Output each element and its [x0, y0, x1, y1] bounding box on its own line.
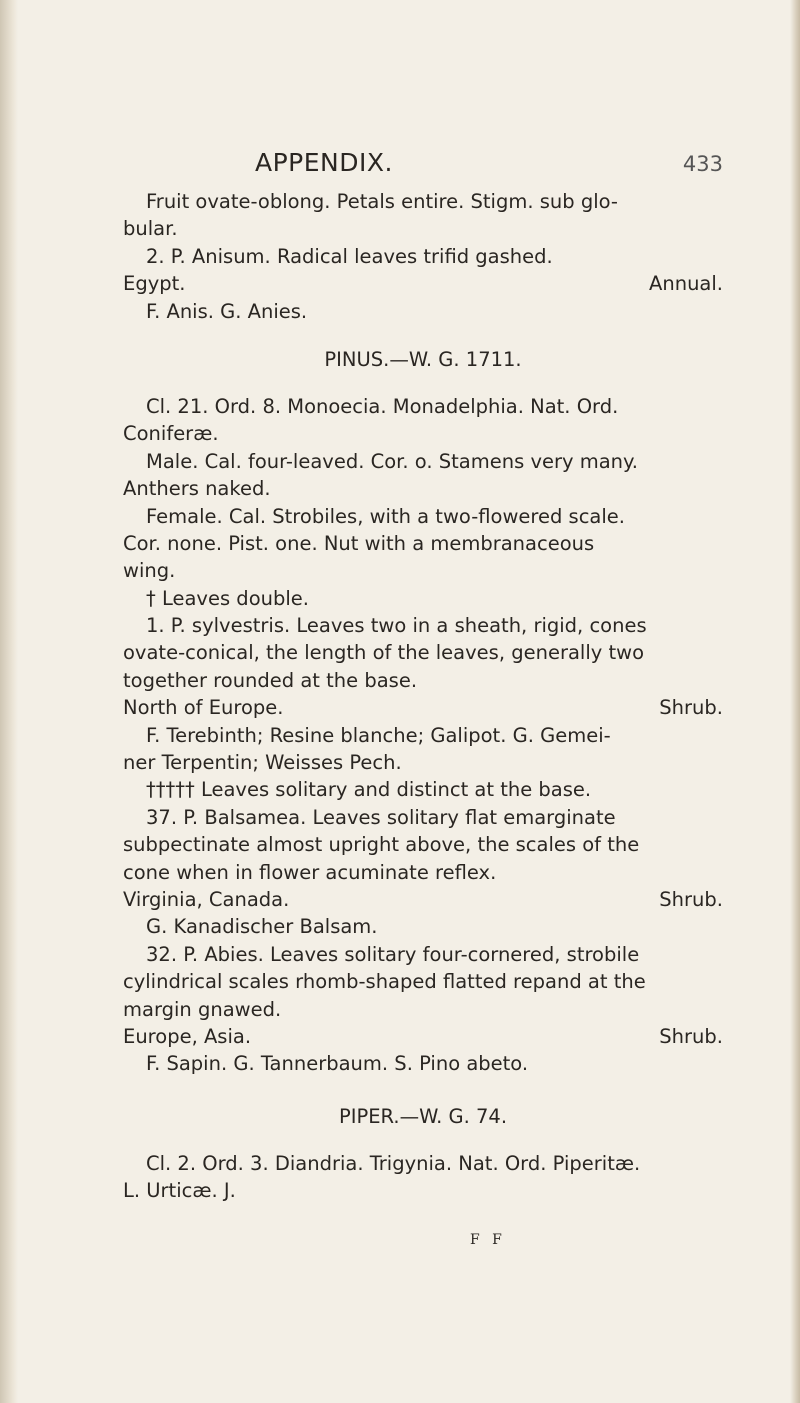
duration: Shrub. [659, 887, 723, 911]
text-line: Cl. 21. Ord. 8. Monoecia. Monadelphia. Nat. Ord. [146, 394, 619, 418]
text-line: ovate-conical, the length of the leaves, generally two [123, 641, 645, 665]
duration: Shrub. [659, 696, 723, 720]
text-line: 2. P. Anisum. Radical leaves trifid gashed. [146, 244, 553, 268]
text-line: Cor. none. Pist. one. Nut with a membranaceous [123, 531, 595, 555]
text-line: 37. P. Balsamea. Leaves solitary flat emarginate [146, 805, 616, 829]
running-title: APPENDIX. [255, 148, 393, 177]
habitat-line [123, 886, 723, 913]
text-line: subpectinate almost upright above, the scales of the [123, 833, 640, 857]
text-line: L. Urticæ. J. [123, 1179, 236, 1203]
section-heading: † Leaves double. [146, 586, 309, 610]
text-line: F. Anis. G. Anies. [146, 299, 308, 323]
habitat: North of Europe. [123, 696, 284, 720]
habitat: Europe, Asia. [123, 1024, 252, 1048]
habitat: Egypt. [123, 272, 186, 296]
running-head [123, 148, 723, 178]
duration: Annual. [649, 272, 723, 296]
text-line: Anthers naked. [123, 477, 271, 501]
habitat-line [123, 694, 723, 721]
text-line: Cl. 2. Ord. 3. Diandria. Trigynia. Nat. Ord. Piperitæ. [146, 1151, 641, 1175]
section-heading: ††††† Leaves solitary and distinct at the base. [146, 778, 592, 802]
text-line: Female. Cal. Strobiles, with a two-flowered scale. [146, 504, 625, 528]
signature-mark: F F [470, 1232, 506, 1248]
page-body [123, 188, 723, 1205]
text-line: Male. Cal. four-leaved. Cor. o. Stamens very many. [146, 449, 638, 473]
habitat-line [123, 1023, 723, 1050]
text-line: Coniferæ. [123, 422, 219, 446]
page-number: 433 [682, 152, 723, 176]
text-line: Fruit ovate-oblong. Petals entire. Stigm. sub glo- [146, 190, 618, 213]
text-line: G. Kanadischer Balsam. [146, 915, 378, 939]
page-gutter-right [790, 0, 800, 1403]
text-line: 1. P. sylvestris. Leaves two in a sheath, rigid, cones [146, 614, 647, 638]
text-line: 32. P. Abies. Leaves solitary four-cornered, strobile [146, 942, 640, 966]
text-line: cone when in flower acuminate reflex. [123, 860, 497, 884]
genus-heading: PINUS.—W. G. 1711. [324, 347, 522, 371]
text-line: ner Terpentin; Weisses Pech. [123, 751, 402, 775]
text-line: F. Sapin. G. Tannerbaum. S. Pino abeto. [146, 1052, 529, 1076]
text-line: wing. [123, 559, 176, 583]
page-gutter-left [0, 0, 18, 1403]
duration: Shrub. [659, 1024, 723, 1048]
genus-heading: PIPER.—W. G. 74. [338, 1104, 508, 1128]
habitat-line [123, 270, 723, 297]
text-line: together rounded at the base. [123, 668, 418, 692]
habitat: Virginia, Canada. [123, 887, 290, 911]
text-line: bular. [123, 217, 178, 241]
text-line: margin gnawed. [123, 997, 282, 1021]
text-line: F. Terebinth; Resine blanche; Galipot. G. Gemei- [146, 723, 611, 747]
text-line: cylindrical scales rhomb-shaped flatted repand at the [123, 970, 646, 994]
